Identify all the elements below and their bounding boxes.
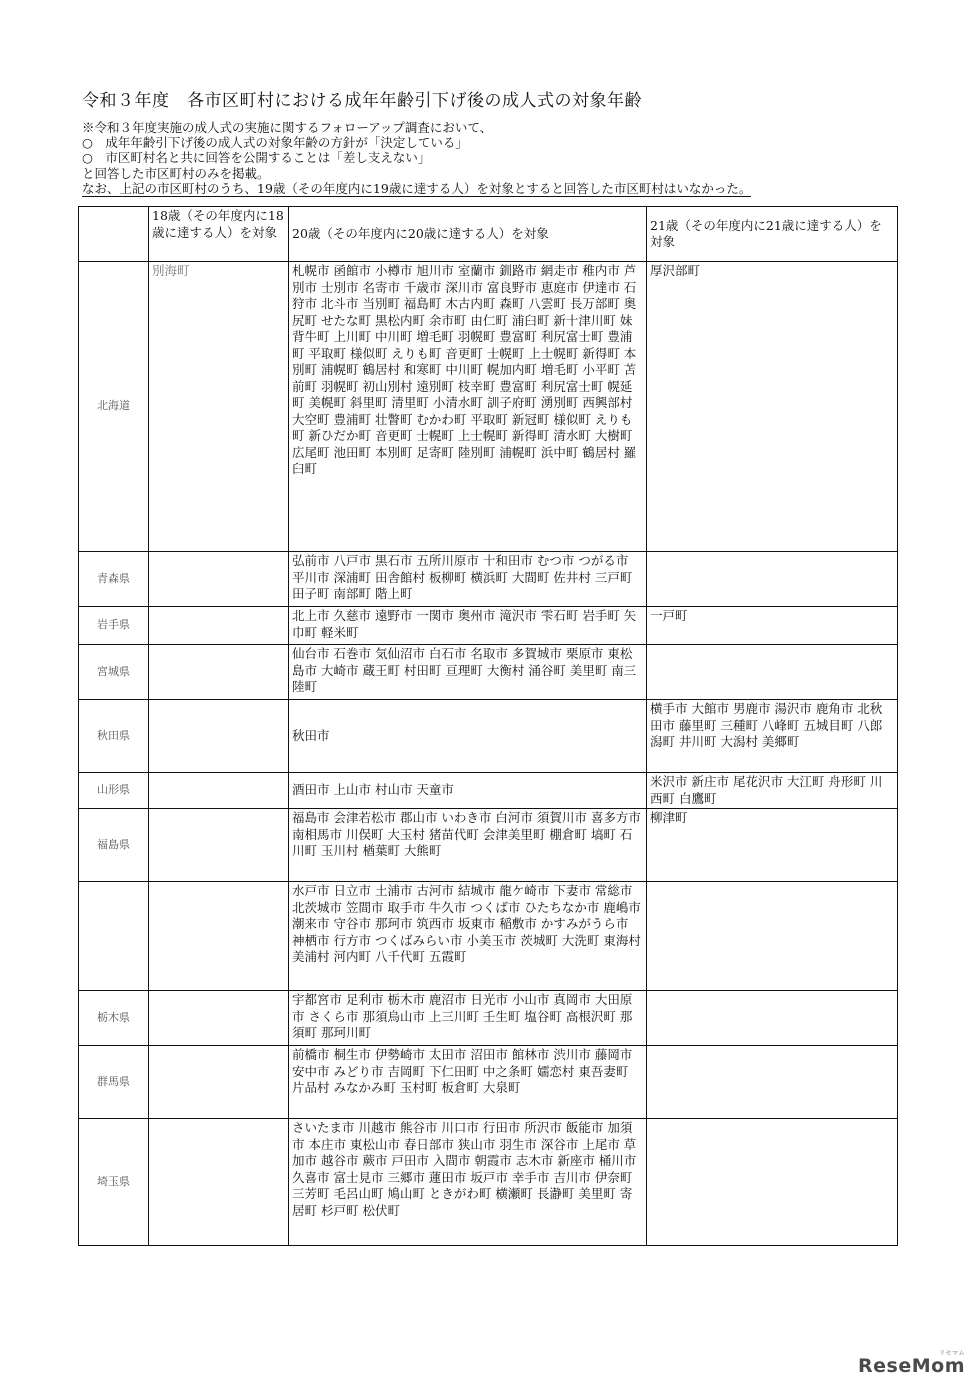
age18-list: [149, 1119, 289, 1246]
note-line: ※令和３年度実施の成人式の実施に関するフォローアップ調査において、: [82, 120, 493, 135]
age21-list: 柳津町: [647, 809, 898, 882]
age21-list: [647, 1046, 898, 1119]
age21-list: 米沢市 新庄市 尾花沢市 大江町 舟形町 川西町 白鷹町: [647, 773, 898, 809]
age18-list: [149, 809, 289, 882]
resemom-logo: [858, 1350, 965, 1377]
age21-list: 厚沢部町: [647, 262, 898, 552]
pref-name: 埼玉県: [79, 1119, 149, 1246]
age18-list: [149, 700, 289, 773]
note-line: なお、上記の市区町村のうち、19歳（その年度内に19歳に達する人）を対象とすると回答した市区町村はいなかった。: [82, 180, 752, 196]
table-row: [79, 262, 898, 552]
pref-name: 秋田県: [79, 700, 149, 773]
pref-name: 福島県: [79, 809, 149, 882]
age18-list: [149, 607, 289, 645]
pref-name: 北海道: [79, 262, 149, 552]
table-row: [79, 552, 898, 607]
age18-list: [149, 773, 289, 809]
table-row: [79, 773, 898, 809]
age18-list: [149, 552, 289, 607]
table-row: [79, 991, 898, 1046]
table-row: [79, 882, 898, 991]
age20-list: 弘前市 八戸市 黒石市 五所川原市 十和田市 むつ市 つがる市 平川市 深浦町 田舎館村 板柳町 横浜町 大間町 佐井村 三戸町 田子町 南部町 階上町: [289, 552, 647, 607]
pref-name: [79, 882, 149, 991]
table-row: [79, 809, 898, 882]
age20-list: 札幌市 函館市 小樽市 旭川市 室蘭市 釧路市 網走市 稚内市 芦別市 士別市 名寄市 千歳市 深川市 富良野市 恵庭市 伊達市 石狩市 北斗市 当別町 福島町 木古内町 森町 八雲町 長万部町 奥尻町 せたな町 黒松内町 余市町 由仁町 浦臼町 新十津川町 妹背牛町 上川町 中川町 増毛町 羽幌町 豊富町 利尻富士町 豊浦町 平取町 様似町 えりも町 音更町 士幌町 上士幌町 新得町 本別町 浦幌町 鶴居村 和寒町 中川町 幌加内町 増毛町 小平町 苫前町 羽幌町 初山別村 遠別町 枝幸町 豊富町 利尻富士町 幌延町 美幌町 斜里町 清里町 小清水町 訓子府町 湧別町 西興部村 大空町 豊浦町 壮瞥町 むかわ町 平取町 新冠町 様似町 えりも町 新ひだか町 音更町 士幌町 上士幌町 新得町 清水町 大樹町 広尾町 池田町 本別町 足寄町 陸別町 浦幌町 浜中町 鶴居村 羅臼町: [289, 262, 647, 552]
table-row: [79, 645, 898, 700]
age18-list: [149, 1046, 289, 1119]
age20-list: 福島市 会津若松市 郡山市 いわき市 白河市 須賀川市 喜多方市 南相馬市 川俣町 大玉村 猪苗代町 会津美里町 棚倉町 塙町 石川町 玉川村 楢葉町 大熊町: [289, 809, 647, 882]
pref-name: 青森県: [79, 552, 149, 607]
age20-list: 秋田市: [289, 700, 647, 773]
age20-list: 前橋市 桐生市 伊勢崎市 太田市 沼田市 館林市 渋川市 藤岡市 安中市 みどり市 吉岡町 下仁田町 中之条町 嬬恋村 東吾妻町 片品村 みなかみ町 玉村町 板倉町 大泉町: [289, 1046, 647, 1119]
age20-list: 宇都宮市 足利市 栃木市 鹿沼市 日光市 小山市 真岡市 大田原市 さくら市 那須烏山市 上三川町 壬生町 塩谷町 高根沢町 那須町 那珂川町: [289, 991, 647, 1046]
pref-name: 群馬県: [79, 1046, 149, 1119]
age20-list: 仙台市 石巻市 気仙沼市 白石市 名取市 多賀城市 栗原市 東松島市 大崎市 蔵王町 村田町 亘理町 大衡村 涌谷町 美里町 南三陸町: [289, 645, 647, 700]
age20-list: さいたま市 川越市 熊谷市 川口市 行田市 所沢市 飯能市 加須市 本庄市 東松山市 春日部市 狭山市 羽生市 深谷市 上尾市 草加市 越谷市 蕨市 戸田市 入間市 朝霞市 志木市 新座市 桶川市 久喜市 富士見市 三郷市 蓮田市 坂戸市 幸手市 吉川市 伊奈町 三芳町 毛呂山町 鳩山町 ときがわ町 横瀬町 長瀞町 美里町 寄居町 杉戸町 松伏町: [289, 1119, 647, 1246]
pref-name: 宮城県: [79, 645, 149, 700]
age21-list: 一戸町: [647, 607, 898, 645]
age21-list: [647, 1119, 898, 1246]
logo-text: ReseMom: [858, 1355, 965, 1377]
age18-list: [149, 645, 289, 700]
age18-list: [149, 991, 289, 1046]
table-row: [79, 1119, 898, 1246]
note-line: と回答した市区町村のみを掲載。: [82, 165, 270, 181]
header-age18: 18歳（その年度内に18歳に達する人）を対象: [149, 207, 289, 262]
pref-name: 山形県: [79, 773, 149, 809]
age21-list: [647, 645, 898, 700]
header-age21: 21歳（その年度内に21歳に達する人）を対象: [647, 207, 898, 262]
age20-list: 水戸市 日立市 土浦市 古河市 結城市 龍ケ崎市 下妻市 常総市 北茨城市 笠間市 取手市 牛久市 つくば市 ひたちなか市 鹿嶋市 潮来市 守谷市 那珂市 筑西市 坂東市 稲敷市 かすみがうら市 神栖市 行方市 つくばみらい市 小美玉市 茨城町 大洗町 東海村 美浦村 河内町 八千代町 五霞町: [289, 882, 647, 991]
pref-name: 栃木県: [79, 991, 149, 1046]
age18-list: [149, 882, 289, 991]
age-table: [78, 206, 898, 1246]
age20-list: 北上市 久慈市 遠野市 一関市 奥州市 滝沢市 雫石町 岩手町 矢巾町 軽米町: [289, 607, 647, 645]
age18-list: 別海町: [149, 262, 289, 552]
table-row: [79, 607, 898, 645]
note-line: ○ 成年年齢引下げ後の成人式の対象年齢の方針が「決定している」: [82, 135, 468, 151]
pref-name: 岩手県: [79, 607, 149, 645]
age21-list: [647, 991, 898, 1046]
header-pref: [79, 207, 149, 262]
notes: [82, 120, 912, 197]
header-age20: 20歳（その年度内に20歳に達する人）を対象: [289, 207, 647, 262]
logo-subtext: リセマム: [939, 1350, 965, 1357]
page-title: 令和３年度 各市区町村における成年年齢引下げ後の成人式の対象年齢: [82, 91, 642, 111]
table-row: [79, 1046, 898, 1119]
age21-list: [647, 882, 898, 991]
table-row: [79, 700, 898, 773]
note-line: ○ 市区町村名と共に回答を公開することは「差し支えない」: [82, 150, 431, 166]
age20-list: 酒田市 上山市 村山市 天童市: [289, 773, 647, 809]
age21-list: [647, 552, 898, 607]
age21-list: 横手市 大館市 男鹿市 湯沢市 鹿角市 北秋田市 藤里町 三種町 八峰町 五城目町 八郎潟町 井川町 大潟村 美郷町: [647, 700, 898, 773]
